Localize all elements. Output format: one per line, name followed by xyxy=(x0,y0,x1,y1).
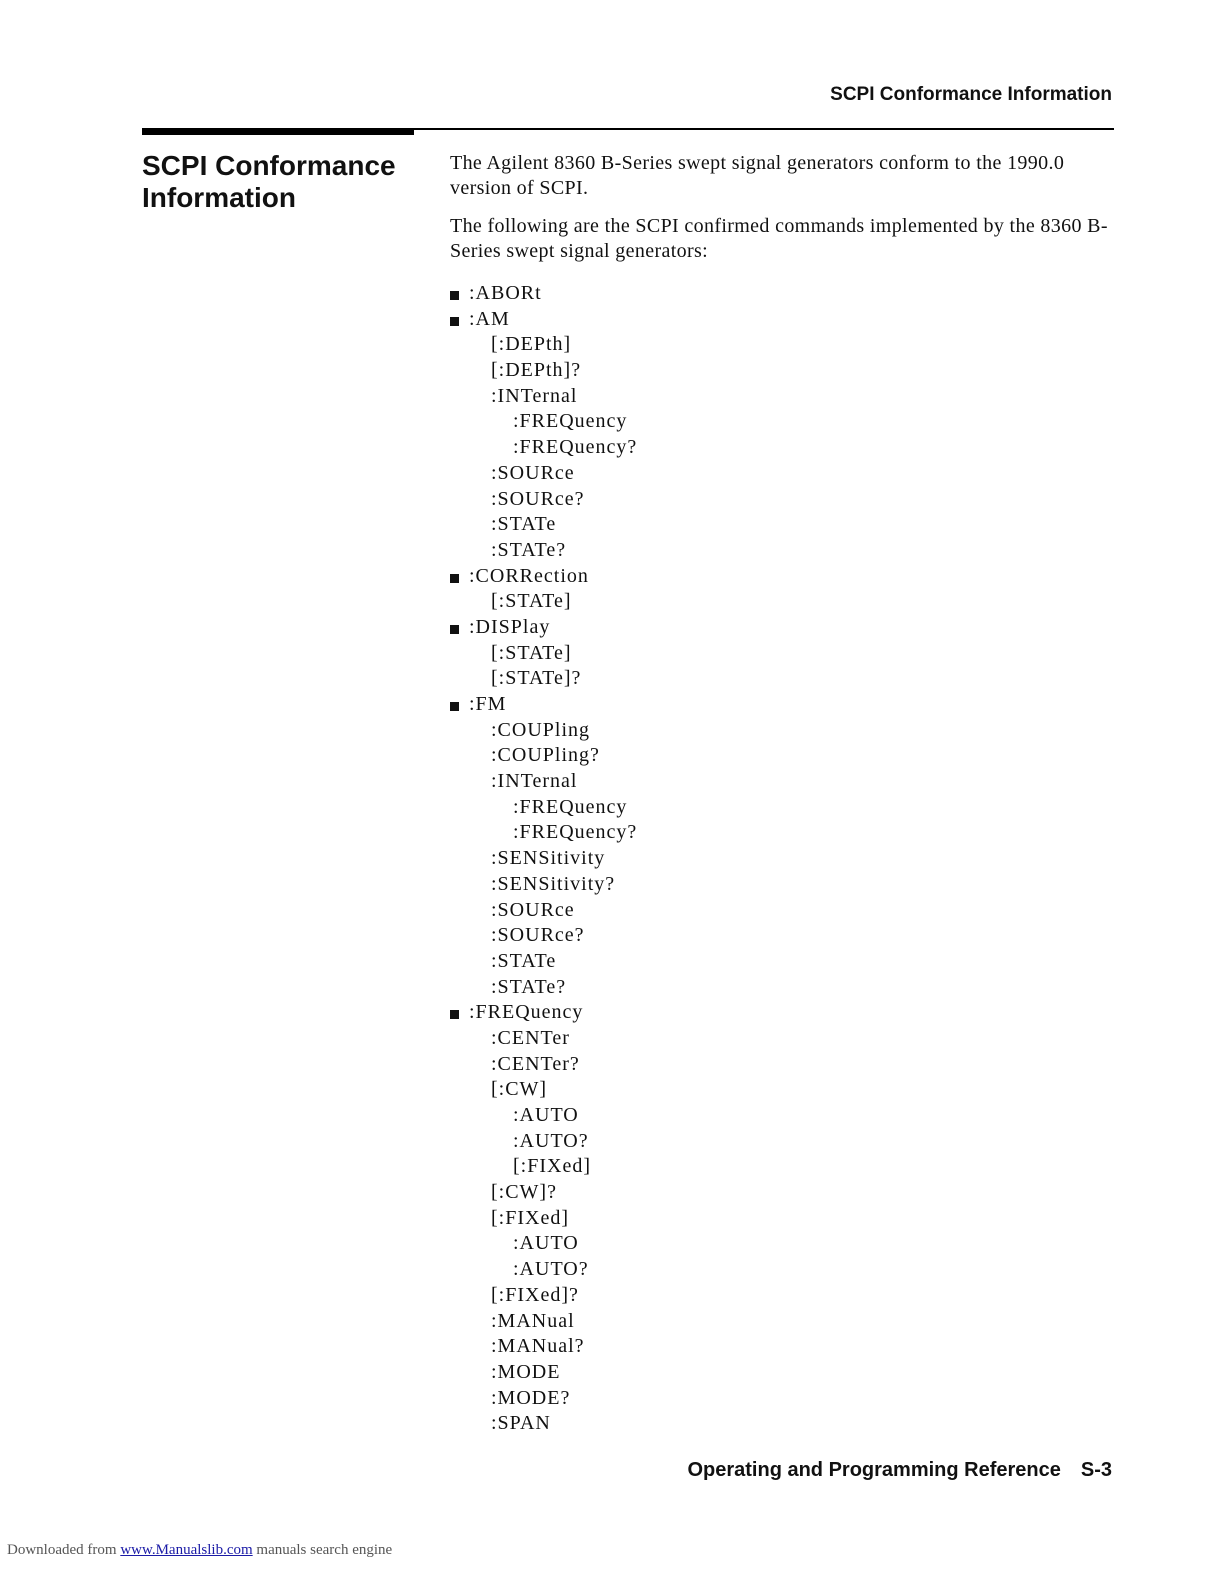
command-text: :SENSitivity? xyxy=(491,872,616,895)
command-item-sub xyxy=(450,1309,1112,1335)
command-item-sub xyxy=(450,487,1112,513)
intro-paragraph: The Agilent 8360 B-Series swept signal generators conform to the 1990.0 version of SCPI. xyxy=(450,152,1065,199)
bullet-square-icon xyxy=(450,702,459,711)
command-item-top xyxy=(450,564,1112,590)
command-text: :AM xyxy=(469,307,510,330)
command-item-top xyxy=(450,1000,1112,1026)
download-note xyxy=(7,1542,392,1559)
command-item-sub xyxy=(450,975,1112,1001)
commands-intro-paragraph: The following are the SCPI confirmed commands implemented by the 8360 B-Series swept signal generators: xyxy=(450,215,1108,262)
command-item-sub xyxy=(450,435,1112,461)
command-item-sub xyxy=(450,949,1112,975)
command-item-sub xyxy=(450,384,1112,410)
command-text: :FREQuency xyxy=(469,1001,584,1024)
command-item-sub xyxy=(450,1386,1112,1412)
section-rule-thick xyxy=(142,128,414,135)
command-text: [:STATe]? xyxy=(491,667,582,690)
command-text: :DISPlay xyxy=(469,615,551,638)
command-text: [:FIXed] xyxy=(491,1206,569,1229)
command-text: :SENSitivity xyxy=(491,847,606,870)
command-text: :CORRection xyxy=(469,564,589,587)
command-text: [:CW]? xyxy=(491,1181,557,1204)
download-note-prefix: Downloaded from xyxy=(7,1542,117,1558)
command-text: :MANual? xyxy=(491,1335,585,1358)
command-item-sub xyxy=(450,409,1112,435)
command-text: [:DEPth] xyxy=(491,333,572,356)
command-item-sub xyxy=(450,1026,1112,1052)
command-text: :AUTO? xyxy=(513,1129,589,1152)
download-note-suffix: manuals search engine xyxy=(256,1542,393,1558)
command-item-sub xyxy=(450,1129,1112,1155)
command-item-sub xyxy=(450,1231,1112,1257)
command-text: :AUTO? xyxy=(513,1258,589,1281)
bullet-square-icon xyxy=(450,625,459,634)
command-text: :MODE? xyxy=(491,1386,571,1409)
command-text: :SOURce xyxy=(491,461,575,484)
command-item-sub xyxy=(450,1180,1112,1206)
command-text: :STATe? xyxy=(491,538,567,561)
command-item-sub xyxy=(450,743,1112,769)
command-item-sub xyxy=(450,461,1112,487)
command-item-sub xyxy=(450,641,1112,667)
command-item-sub xyxy=(450,1411,1112,1437)
command-item-sub xyxy=(450,1206,1112,1232)
command-text: :SPAN xyxy=(491,1412,551,1435)
command-text: :SOURce? xyxy=(491,487,585,510)
command-item-sub xyxy=(450,872,1112,898)
command-item-sub xyxy=(450,332,1112,358)
command-text: :AUTO xyxy=(513,1232,579,1255)
bullet-square-icon xyxy=(450,317,459,326)
command-item-sub xyxy=(450,795,1112,821)
section-title-line-1: SCPI Conformance xyxy=(142,150,396,181)
command-text: :INTernal xyxy=(491,384,578,407)
command-item-sub xyxy=(450,512,1112,538)
section-rule-thin xyxy=(414,128,1114,130)
command-item-top xyxy=(450,692,1112,718)
command-item-sub xyxy=(450,846,1112,872)
command-item-sub xyxy=(450,923,1112,949)
command-item-sub xyxy=(450,1257,1112,1283)
command-item-sub xyxy=(450,1360,1112,1386)
command-text: :SOURce? xyxy=(491,924,585,947)
page-footer xyxy=(687,1459,1112,1482)
command-text: [:DEPth]? xyxy=(491,359,582,382)
command-item-sub xyxy=(450,538,1112,564)
command-text: :COUPling? xyxy=(491,744,600,767)
command-text: :MANual xyxy=(491,1309,575,1332)
command-list xyxy=(450,281,1112,1437)
command-text: :FREQuency xyxy=(513,795,628,818)
command-item-sub xyxy=(450,898,1112,924)
command-item-sub xyxy=(450,358,1112,384)
command-text: :FM xyxy=(469,693,507,715)
command-text: :CENTer xyxy=(491,1026,570,1049)
command-text: [:STATe] xyxy=(491,590,572,613)
command-item-sub xyxy=(450,1103,1112,1129)
command-text: :FREQuency? xyxy=(513,436,638,459)
command-item-sub xyxy=(450,1077,1112,1103)
command-text: :FREQuency? xyxy=(513,821,638,844)
section-title-line-2: Information xyxy=(142,182,296,213)
manualslib-link[interactable]: www.Manualslib.com xyxy=(120,1542,253,1558)
command-text: :ABORt xyxy=(469,282,542,304)
footer-book-title: Operating and Programming Reference xyxy=(687,1459,1061,1481)
command-item-sub xyxy=(450,1052,1112,1078)
command-text: :CENTer? xyxy=(491,1052,580,1075)
command-text: :STATe xyxy=(491,949,557,972)
bullet-square-icon xyxy=(450,1010,459,1019)
command-item-sub xyxy=(450,718,1112,744)
bullet-square-icon xyxy=(450,574,459,583)
command-item-sub xyxy=(450,1334,1112,1360)
command-text: [:STATe] xyxy=(491,641,572,664)
command-item-sub xyxy=(450,769,1112,795)
command-text: [:FIXed]? xyxy=(491,1283,579,1306)
bullet-square-icon xyxy=(450,291,459,300)
running-header: SCPI Conformance Information xyxy=(830,84,1112,105)
command-item-sub xyxy=(450,1283,1112,1309)
command-text: [:FIXed] xyxy=(513,1155,591,1178)
command-text: :STATe xyxy=(491,513,557,536)
command-item-top xyxy=(450,281,1112,307)
section-content xyxy=(450,151,1112,1433)
command-text: [:CW] xyxy=(491,1078,548,1101)
page-number: S-3 xyxy=(1080,1459,1112,1481)
command-text: :SOURce xyxy=(491,898,575,921)
command-item-top xyxy=(450,615,1112,641)
command-text: :INTernal xyxy=(491,770,578,793)
command-text: :FREQuency xyxy=(513,410,628,433)
command-text: :AUTO xyxy=(513,1104,579,1126)
section-title xyxy=(142,150,412,214)
command-item-sub xyxy=(450,666,1112,692)
command-text: :MODE xyxy=(491,1360,561,1383)
command-text: :STATe? xyxy=(491,975,567,998)
command-item-sub xyxy=(450,1154,1112,1180)
command-item-top xyxy=(450,307,1112,333)
command-item-sub xyxy=(450,589,1112,615)
command-text: :COUPling xyxy=(491,718,591,741)
command-item-sub xyxy=(450,820,1112,846)
